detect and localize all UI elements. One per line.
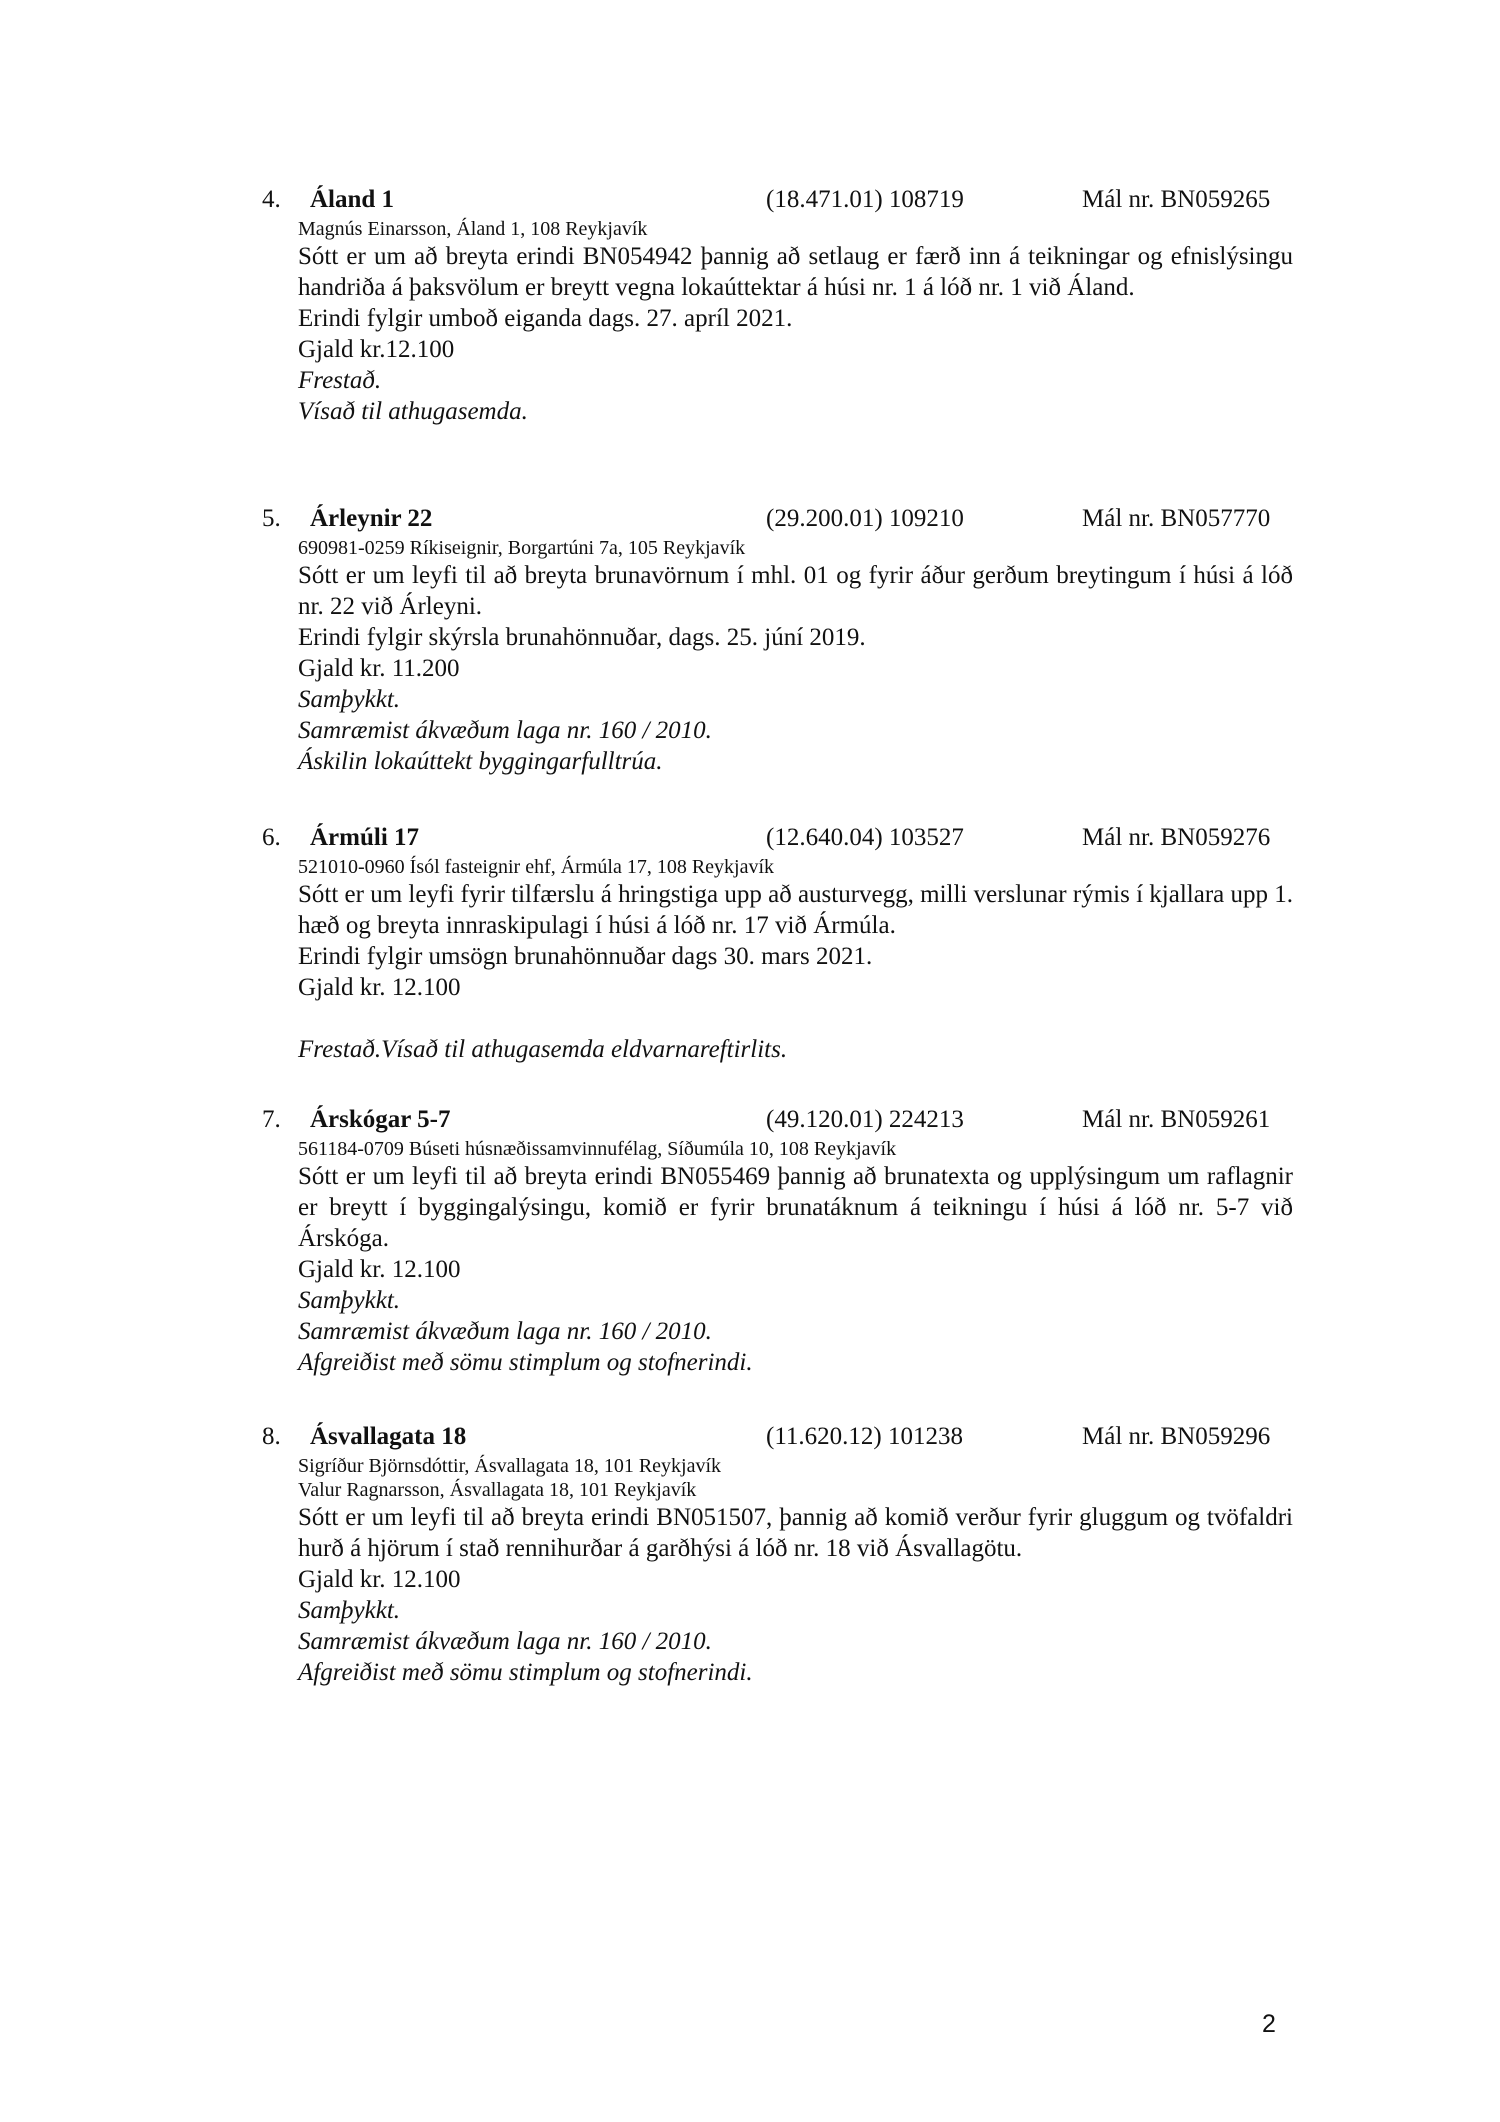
entry-number: 5. xyxy=(262,505,281,532)
entry-decision: Vísað til athugasemda. xyxy=(298,398,528,425)
entry-case-number: Mál nr. BN059276 xyxy=(1082,824,1271,851)
entry-attachment: Erindi fylgir umsögn brunahönnuðar dags 30. mars 2021. xyxy=(298,943,873,970)
entry-land-reference: (18.471.01) 108719 xyxy=(766,186,964,213)
entry-body xyxy=(298,217,1293,427)
entry-fee: Gjald kr. 12.100 xyxy=(298,1566,461,1593)
entry-description: Sótt er um leyfi til að breyta erindi BN055469 þannig að brunatexta og upplýsingum um raflagnir er breytt í byggingalýsingu, komið er fyrir brunatáknum á teikningu í húsi á lóð nr. 5-7 við Árskóga. xyxy=(298,1163,1293,1252)
entry-case-number: Mál nr. BN059296 xyxy=(1082,1423,1271,1450)
entry-decision: Samþykkt. xyxy=(298,686,401,713)
entry-body xyxy=(298,855,1293,1065)
entry-applicant: 690981-0259 Ríkiseignir, Borgartúni 7a, 105 Reykjavík xyxy=(298,537,746,559)
entry-applicant: 521010-0960 Ísól fasteignir ehf, Ármúla 17, 108 Reykjavík xyxy=(298,856,775,878)
entry-land-reference: (49.120.01) 224213 xyxy=(766,1106,964,1133)
entry-body xyxy=(298,1454,1293,1688)
entry-fee: Gjald kr. 11.200 xyxy=(298,655,460,682)
entry-title: Ármúli 17 xyxy=(310,824,420,851)
case-entry xyxy=(262,183,1302,427)
entry-description: Sótt er um að breyta erindi BN054942 þannig að setlaug er færð inn á teikningar og efnislýsingu handriða á þaksvölum er breytt vegna lokaúttektar á húsi nr. 1 á lóð nr. 1 við Áland. xyxy=(298,243,1293,301)
entry-land-reference: (12.640.04) 103527 xyxy=(766,824,964,851)
entry-description: Sótt er um leyfi fyrir tilfærslu á hringstiga upp að austurvegg, milli verslunar rýmis í kjallara upp 1. hæð og breyta innraskipulagi í húsi á lóð nr. 17 við Ármúla. xyxy=(298,881,1293,939)
entry-body xyxy=(298,1137,1293,1378)
entry-fee: Gjald kr.12.100 xyxy=(298,336,455,363)
entry-decision: Afgreiðist með sömu stimplum og stofnerindi. xyxy=(298,1349,753,1376)
case-entry xyxy=(262,821,1302,1065)
entry-case-number: Mál nr. BN059265 xyxy=(1082,186,1271,213)
spacer xyxy=(298,1003,1293,1034)
case-entry xyxy=(262,1103,1302,1378)
entry-header xyxy=(262,821,1302,855)
entry-case-number: Mál nr. BN057770 xyxy=(1082,505,1271,532)
entry-land-reference: (29.200.01) 109210 xyxy=(766,505,964,532)
entry-applicant: 561184-0709 Búseti húsnæðissamvinnufélag, Síðumúla 10, 108 Reykjavík xyxy=(298,1138,897,1160)
entry-applicant: Sigríður Björnsdóttir, Ásvallagata 18, 101 Reykjavík xyxy=(298,1455,722,1477)
entry-case-number: Mál nr. BN059261 xyxy=(1082,1106,1271,1133)
entry-number: 4. xyxy=(262,186,281,213)
entry-decision: Frestað.Vísað til athugasemda eldvarnareftirlits. xyxy=(298,1036,788,1063)
entry-fee: Gjald kr. 12.100 xyxy=(298,1256,461,1283)
entry-description: Sótt er um leyfi til að breyta brunavörnum í mhl. 01 og fyrir áður gerðum breytingum í húsi á lóð nr. 22 við Árleyni. xyxy=(298,562,1293,620)
entry-decision: Frestað. xyxy=(298,367,382,394)
entry-decision: Samræmist ákvæðum laga nr. 160 / 2010. xyxy=(298,1628,712,1655)
entry-header xyxy=(262,1420,1302,1454)
entry-decision: Samþykkt. xyxy=(298,1597,401,1624)
entry-land-reference: (11.620.12) 101238 xyxy=(766,1423,963,1450)
entry-applicant: Valur Ragnarsson, Ásvallagata 18, 101 Reykjavík xyxy=(298,1479,697,1501)
entry-attachment: Erindi fylgir skýrsla brunahönnuðar, dags. 25. júní 2019. xyxy=(298,624,866,651)
entry-fee: Gjald kr. 12.100 xyxy=(298,974,461,1001)
case-entry xyxy=(262,1420,1302,1688)
entry-decision: Samþykkt. xyxy=(298,1287,401,1314)
entry-body xyxy=(298,536,1293,777)
entry-title: Árskógar 5-7 xyxy=(310,1106,451,1133)
entry-applicant: Magnús Einarsson, Áland 1, 108 Reykjavík xyxy=(298,218,648,240)
entry-header xyxy=(262,1103,1302,1137)
entry-header xyxy=(262,502,1302,536)
entry-decision: Áskilin lokaúttekt byggingarfulltrúa. xyxy=(298,748,663,775)
entry-title: Áland 1 xyxy=(310,186,395,213)
entry-number: 8. xyxy=(262,1423,281,1450)
entry-decision: Samræmist ákvæðum laga nr. 160 / 2010. xyxy=(298,1318,712,1345)
entry-header xyxy=(262,183,1302,217)
entry-number: 7. xyxy=(262,1106,281,1133)
entry-title: Ásvallagata 18 xyxy=(310,1423,467,1450)
entry-title: Árleynir 22 xyxy=(310,505,433,532)
entry-description: Sótt er um leyfi til að breyta erindi BN051507, þannig að komið verður fyrir gluggum og tvöfaldri hurð á hjörum í stað rennihurðar á garðhýsi á lóð nr. 18 við Ásvallagötu. xyxy=(298,1504,1293,1562)
entry-attachment: Erindi fylgir umboð eiganda dags. 27. apríl 2021. xyxy=(298,305,793,332)
page-number: 2 xyxy=(1262,2010,1276,2038)
entry-decision: Afgreiðist með sömu stimplum og stofnerindi. xyxy=(298,1659,753,1686)
entry-decision: Samræmist ákvæðum laga nr. 160 / 2010. xyxy=(298,717,712,744)
entry-number: 6. xyxy=(262,824,281,851)
case-entry xyxy=(262,502,1302,777)
